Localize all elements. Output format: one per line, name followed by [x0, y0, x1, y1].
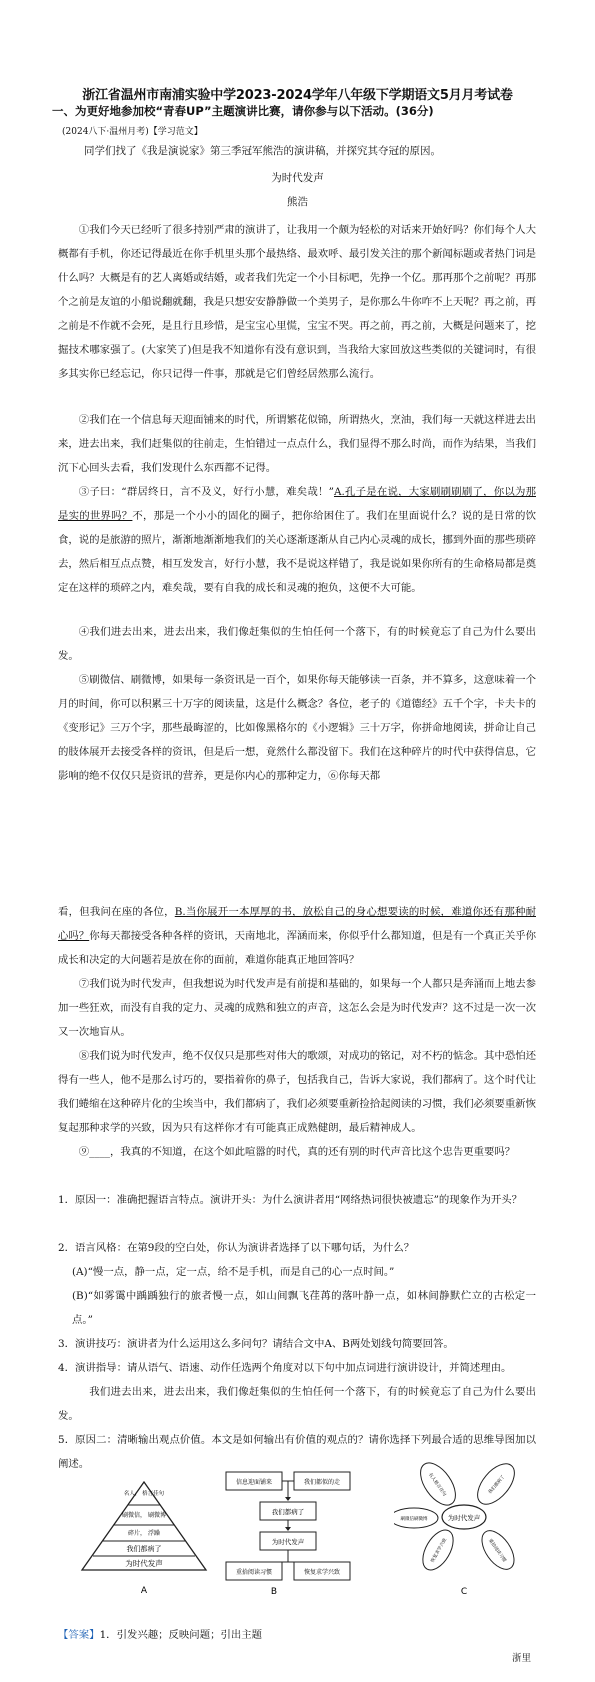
paragraph-6	[58, 900, 536, 972]
flow-box-mid-2: 为时代发声	[271, 1538, 305, 1546]
paragraph-5: ⑤刷微信、刷微博，如果每一条资讯是一百个，如果你每天能够读一百条，并不算多，这意味着一个月的时间，你可以积累三十万字的阅读量，这是什么概念？各位，老子的《道德经》五千个字，卡夫卡的《变形记》三万个字，那些最晦涩的，比如像黑格尔的《小逻辑》三十万字，你拼命地阅读，拼命让自己的肢体展开去接受各样的资讯，但是后一想，竟然什么都没留下。我们在这种碎片的时代中获得信息，它影响的绝不仅仅只是资讯的营养，更是你内心的那种定力，⑥你每天都	[58, 674, 536, 782]
flow-box-bottom-left: 重拾阅读习惯	[235, 1569, 273, 1576]
question-5: 5．原因二：清晰输出观点价值。本文是如何输出有价值的观点的？请你选择下列最合适的思维导图加以阐述。	[58, 1434, 536, 1470]
pyramid-level-3: 碎片， 浮躁	[128, 1530, 160, 1537]
underlined-sentence-a: A.孔子是在说，大家刷刷刷刷了，你以为那是实的世界吗？	[58, 486, 536, 522]
pyramid-level-5: 为时代发声	[125, 1559, 163, 1568]
radial-petal-2: 我们都病了	[488, 1474, 507, 1496]
paragraph-1: ①我们今天已经听了很多持别严肃的演讲了，让我用一个颇为轻松的对话来开始好吗？你们每个人大概都有手机，你还记得最近在你手机里头那个最热络、最欢呼、最引发关注的那个新闻标题或者热门词是什么吗？大概是有的艺人离婚或结婚，或者我们先定一个小目标吧，先挣一个亿。那再那个之前呢？再那个之前是友谊的小船说翻就翻，我是只想安安静静做一个美男子，是你那么牛你咋不上天呢？再之前，再之前是不作就不会死，是且行且珍惜，是宝宝心里慌，宝宝不哭。再之前，再之前，大概是问题来了，挖掘技术哪家强了。(大家笑了)但是我不知道你有没有意识到，当我给大家回放这些类似的关键词时，有很多其实你已经忘记，你只记得一件事，那就是它们曾经居然那么流行。	[58, 224, 536, 380]
paragraph-7: ⑦我们说为时代发声，但我想说为时代发声是有前提和基础的，如果每一个人都只是奔涌而上地去参加一些狂欢，而没有自我的定力、灵魂的成熟和独立的声音，这怎么会是为时代发声？这不过是一次一次又一次地盲从。	[58, 978, 536, 1038]
paragraph-9: ⑨____，我真的不知道，在这个如此喧嚣的时代，真的还有别的时代声音比这个忠告更重要吗？	[78, 1146, 516, 1158]
question-4-quote: 我们进去出来，进去出来，我们像赶集似的生怕任何一个落下，有的时候竟忘了自己为什么要出发。	[58, 1386, 536, 1422]
radial-petal-3: 刷微信刷微博	[400, 1517, 428, 1522]
intro-text: 同学们找了《我是演说家》第三季冠军熊浩的演讲稿，并探究其夺冠的原因。	[84, 145, 441, 157]
question-2-option-a: (A)“慢一点，静一点，定一点，给不是手机，而是自己的心一点时间。”	[72, 1266, 395, 1278]
flow-box-top-right: 我们都似的走	[303, 1479, 341, 1486]
source-tag: (2024八下·温州月考)【学习范文】	[62, 127, 203, 137]
mindmap-a-pyramid	[74, 1478, 214, 1598]
flow-box-bottom-right: 恢复求学兴致	[303, 1569, 341, 1576]
paragraph-8: ⑧我们说为时代发声，绝不仅仅只是那些对伟大的歌颂，对成功的铭记，对不朽的惦念。其中恐怕还得有一些人，他不是那么讨巧的，要指着你的鼻子，包括我自己，告诉大家说，我们都病了。这个时代让我们蜷缩在这种碎片化的尘埃当中，我们都病了，我们必须要重新捡拾起阅读的习惯，我们必须要重新恢复起那种求学的兴致，因为只有这样你才有可能真正成熟健朗，最后精神成人。	[58, 1050, 536, 1134]
diagram-a-label: A	[140, 1586, 148, 1596]
answer-tag: 【答案】	[58, 1629, 100, 1641]
flow-box-mid-1: 我们都病了	[271, 1508, 305, 1516]
paragraph-6-rest: 你每天都接受各种各样的资讯，天南地北，浑涵而来，你似乎什么都知道，但是有一个真正关乎你成长和决定的大问题若是放在你的面前，难道你能真正地回答吗？	[58, 930, 537, 966]
diagram-b-label: B	[270, 1587, 278, 1597]
paragraph-3	[58, 480, 536, 600]
underlined-sentence-b: B.当你展开一本厚厚的书，放松自己的身心想要读的时候，难道你还有那种耐心吗？	[58, 906, 536, 942]
radial-petal-5: 重拾阅读习惯	[486, 1538, 507, 1564]
paragraph-6-start: 看，但我问在座的各位，	[58, 906, 175, 918]
section-heading: 一、为更好地参加校“青春UP”主题演讲比赛，请你参与以下活动。(36分)	[52, 104, 434, 118]
pyramid-level-4: 我们都病了	[126, 1545, 162, 1553]
mindmap-b-flowchart	[218, 1466, 358, 1598]
question-3: 3．演讲技巧：演讲者为什么运用这么多问句？请结合文中A、B两处划线句简要回答。	[58, 1338, 454, 1350]
pyramid-level-2: 刷微信， 刷微博	[122, 1512, 166, 1519]
radial-center: 为时代发声	[447, 1514, 481, 1522]
answer-text: 1．引发兴趣；反映问题；引出主题	[99, 1629, 263, 1641]
speech-author: 熊浩	[287, 196, 308, 208]
radial-petal-1: 名人格言佳句	[426, 1472, 447, 1498]
paragraph-3-rest: 不，那是一个小小的固化的圈子，把你给困住了。我们在里面说什么？说的是日常的饮食，说的是旅游的照片，渐渐地渐渐地我们的关心逐渐逐渐从自己内心灵魂的成长，挪到外面的那些琐碎去，然后相互点点赞，相互发发言，好行小慧，我不是说这样错了，我是说如果你所有的生命格局都是奠定在这样的琐碎之内，难矣哉，要有自我的成长和灵魂的抱负，这便不大可能。	[58, 510, 537, 594]
footer-mark: 浙里	[512, 1653, 532, 1664]
pyramid-level-1: 名人， 格言佳句	[123, 1491, 165, 1497]
mindmap-c-radial	[394, 1462, 534, 1598]
question-2: 2．语言风格：在第9段的空白处，你认为演讲者选择了以下哪句话，为什么？	[58, 1242, 415, 1254]
question-4: 4．演讲指导：请从语气、语速、动作任选两个角度对以下句中加点词进行演讲设计，并简述理由。	[58, 1362, 512, 1374]
radial-petal-4: 恢复求学兴致	[430, 1537, 449, 1564]
paragraph-4: ④我们进去出来，进去出来，我们像赶集似的生怕任何一个落下，有的时候竟忘了自己为什么要出发。	[58, 626, 536, 662]
question-1: 1．原因一：准确把握语言特点。演讲开头：为什么演讲者用“网络热词很快被遗忘”的现象作为开头？	[58, 1194, 523, 1206]
exam-title: 浙江省温州市南浦实验中学2023-2024学年八年级下学期语文5月月考试卷	[82, 88, 513, 103]
diagram-c-label: C	[460, 1587, 468, 1597]
flow-box-top-left: 信息迎面铺来	[235, 1479, 273, 1486]
question-2-option-b: (B)“如雾霭中踽踽独行的旅者慢一点，如山间飘飞荏苒的落叶静一点，如林间静默伫立的古松定一点。”	[72, 1290, 536, 1326]
answer-line	[58, 1626, 262, 1641]
speech-title: 为时代发声	[271, 172, 324, 184]
paragraph-3-start: ③子曰：“群居终日，言不及义，好行小慧，难矣哉！”	[78, 486, 334, 498]
paragraph-2: ②我们在一个信息每天迎面铺来的时代，所谓繁花似锦，所谓热火，烹油，我们每一天就这样进去出来，进去出来，我们赶集似的往前走，生怕错过一点点什么，我们显得不那么时尚，而作为结果，当我们沉下心回头去看，我们发现什么东西都不记得。	[58, 414, 536, 474]
